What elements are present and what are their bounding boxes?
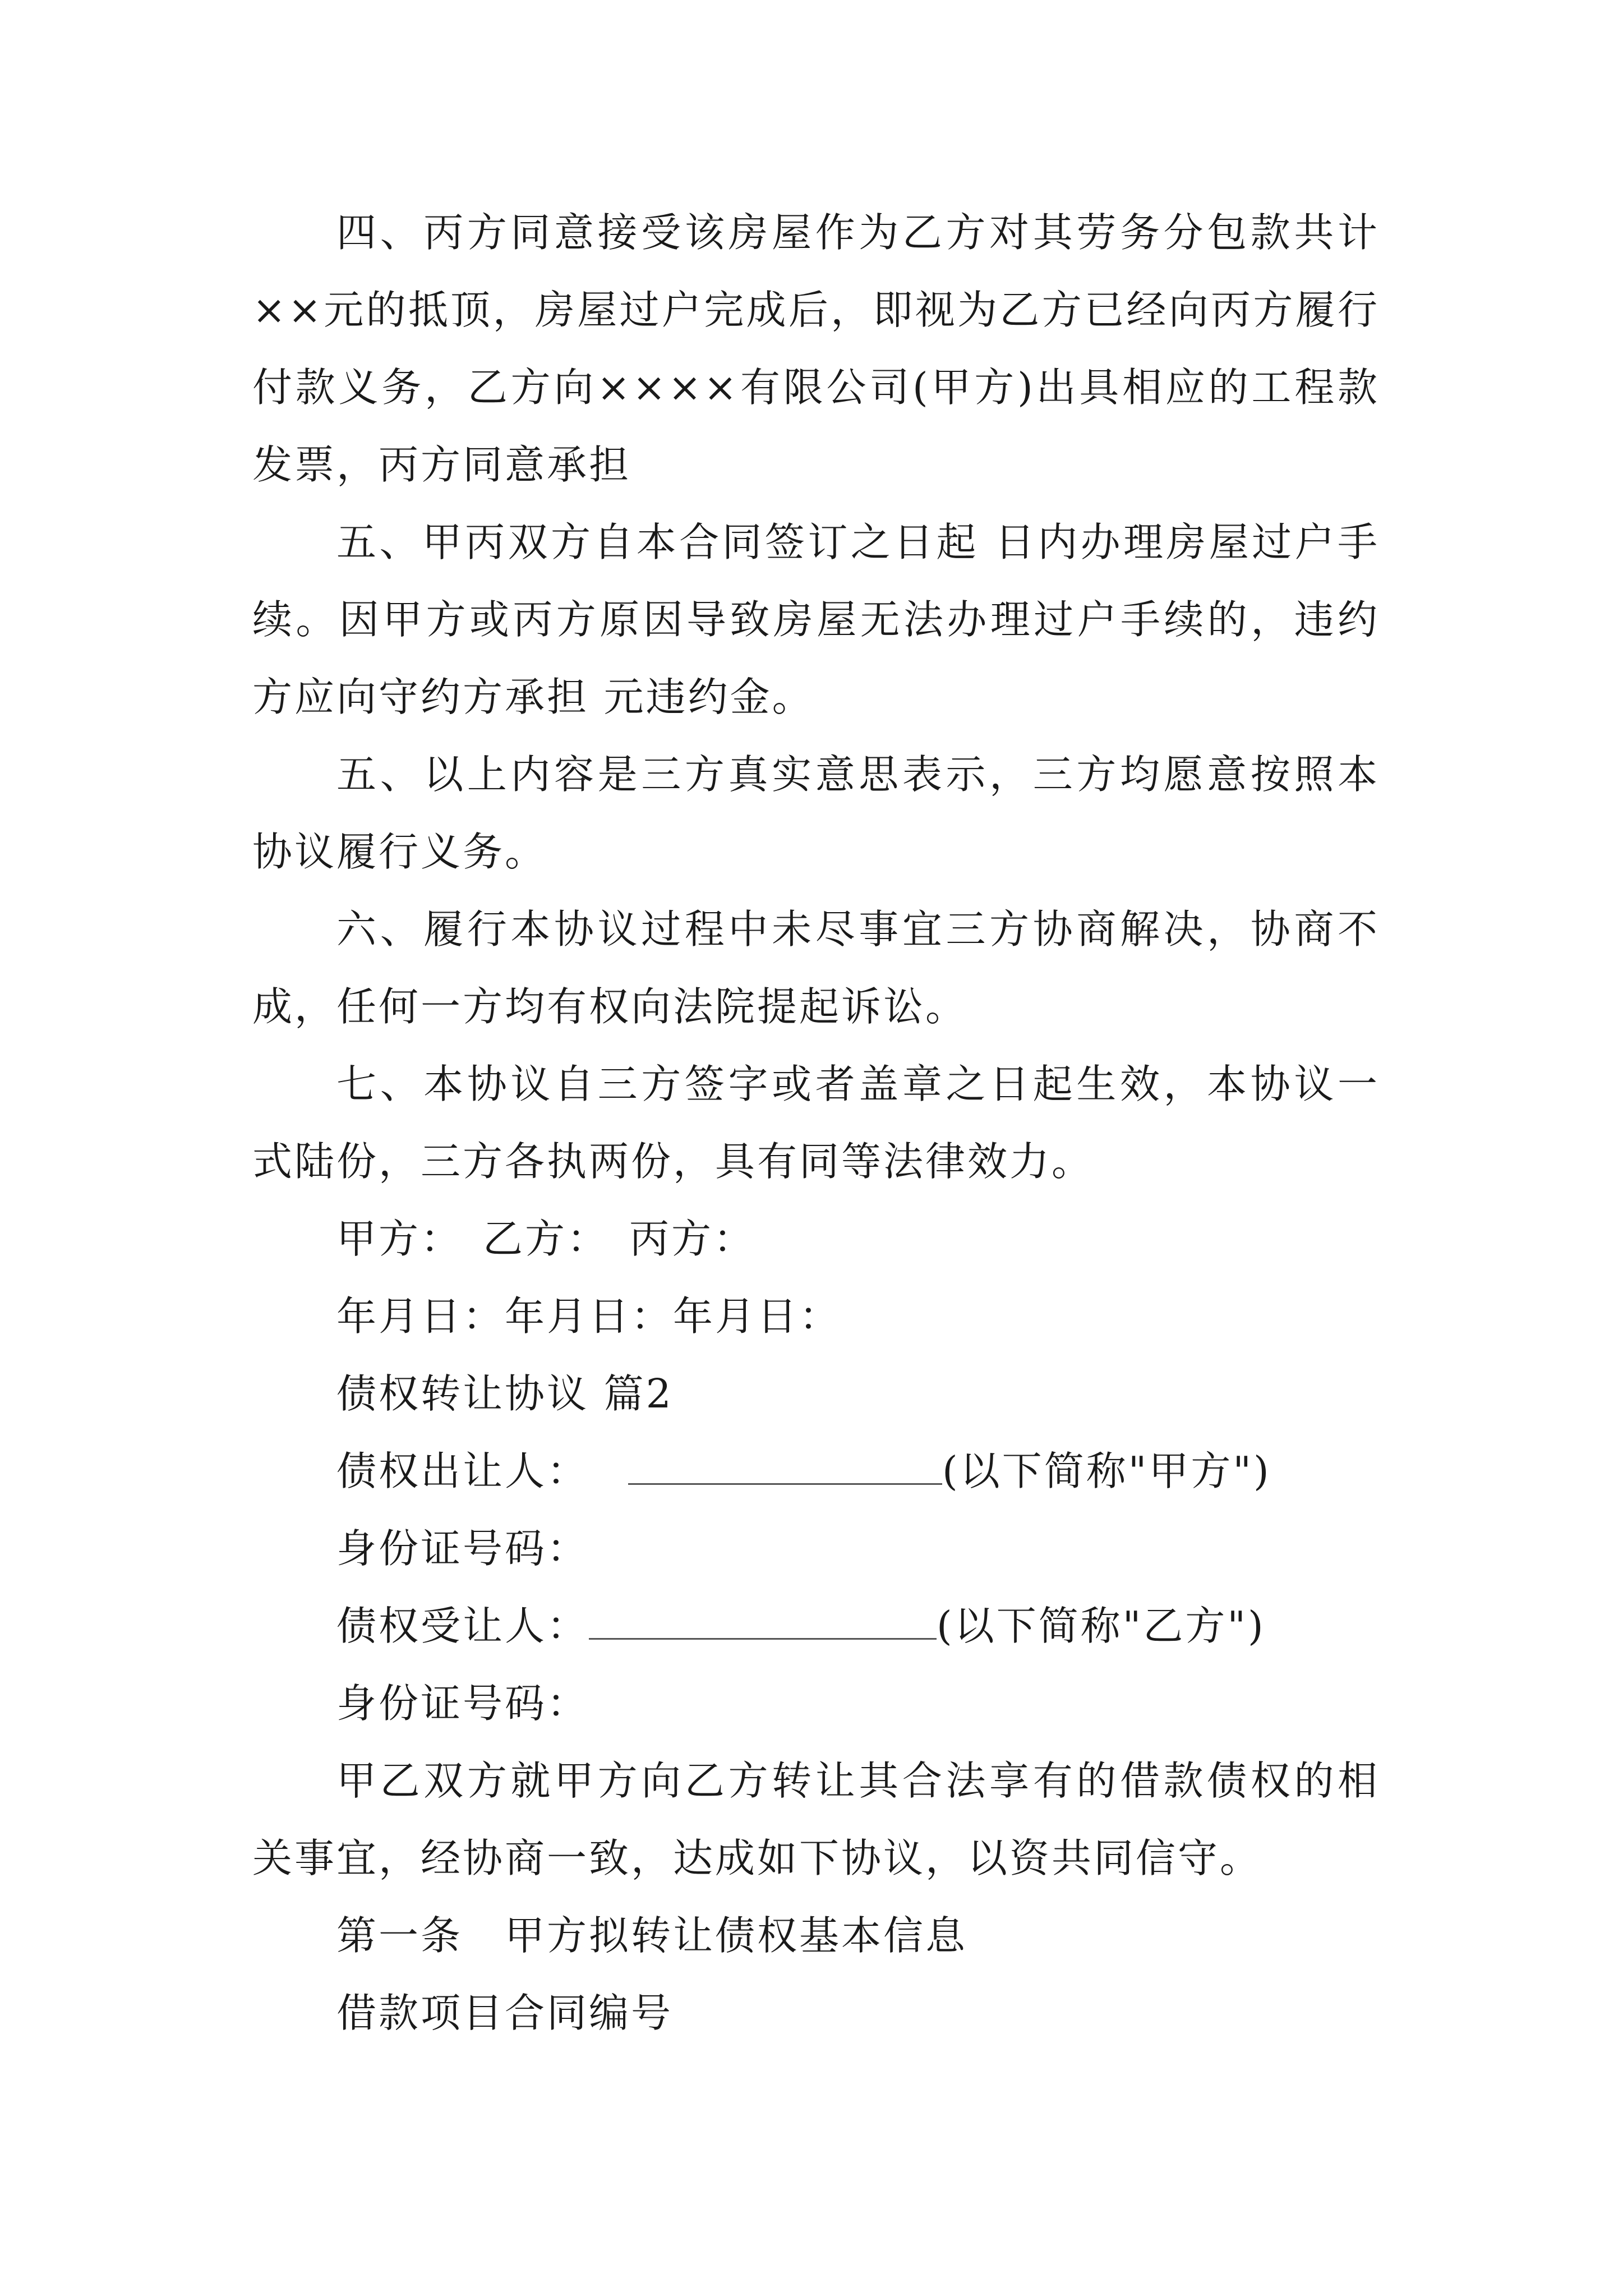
clause-7: 七、本协议自三方签字或者盖章之日起生效，本协议一式陆份，三方各执两份，具有同等法律效力。 [252, 1061, 1380, 1185]
signature-parties-line [336, 1200, 755, 1278]
transferee-suffix: (以下简称"乙方") [937, 1603, 1266, 1649]
transferee-blank[interactable] [589, 1599, 937, 1640]
agreement-intro: 甲乙双方就甲方向乙方转让其合法享有的借款债权的相关事宜，经协商一致，达成如下协议，以资共同信守。 [252, 1757, 1380, 1881]
clause-5-intent: 五、以上内容是三方真实意思表示，三方均愿意按照本协议履行义务。 [252, 751, 1380, 875]
id-number-label-1: 身份证号码： [336, 1525, 589, 1572]
clause-5-transfer: 五、甲丙双方自本合同签订之日起 日内办理房屋过户手续。因甲方或丙方原因导致房屋无法办理过户手续的，违约方应向守约方承担 元违约金。 [252, 519, 1380, 720]
article-1-title: 第一条 甲方拟转让债权基本信息 [336, 1912, 968, 1959]
id-number-label-2: 身份证号码： [336, 1680, 589, 1727]
transferor-suffix: (以下简称"甲方") [942, 1448, 1271, 1494]
sign-party-b: 乙方： [483, 1216, 610, 1262]
contract-number-label: 借款项目合同编号 [336, 1990, 674, 2036]
transferee-line [336, 1588, 1266, 1665]
section-title: 债权转让协议 篇2 [336, 1370, 674, 1417]
transferee-label: 债权受让人： [336, 1603, 589, 1649]
signature-dates: 年月日：年月日：年月日： [336, 1293, 842, 1340]
transferor-line [336, 1433, 1271, 1510]
clause-6: 六、履行本协议过程中未尽事宜三方协商解决，协商不成，任何一方均有权向法院提起诉讼。 [252, 906, 1380, 1030]
sign-party-c: 丙方： [629, 1216, 756, 1262]
transferor-blank[interactable] [628, 1444, 942, 1485]
sign-party-a: 甲方： [336, 1216, 463, 1262]
transferor-label: 债权出让人： [336, 1448, 589, 1494]
clause-4: 四、丙方同意接受该房屋作为乙方对其劳务分包款共计××元的抵顶，房屋过户完成后，即视为乙方已经向丙方履行付款义务，乙方向××××有限公司(甲方)出具相应的工程款发票，丙方同意承担 [252, 209, 1380, 488]
